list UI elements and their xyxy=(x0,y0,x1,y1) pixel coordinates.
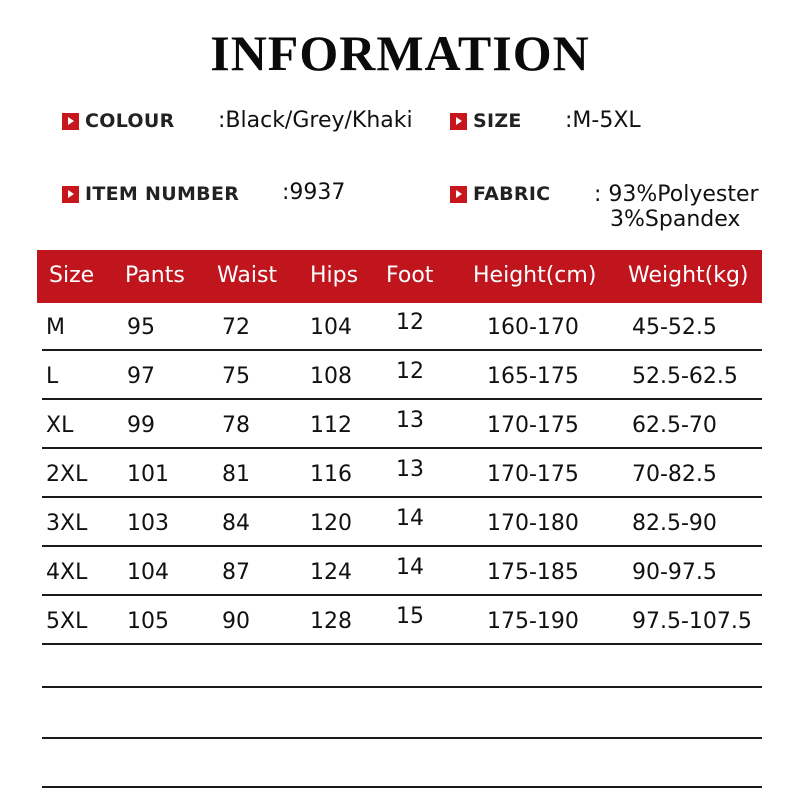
info-item-number xyxy=(62,183,239,205)
cell-waist: 81 xyxy=(222,462,250,487)
play-marker-icon xyxy=(450,113,467,130)
cell-weight: 52.5-62.5 xyxy=(632,364,738,389)
play-marker-icon xyxy=(62,186,79,203)
cell-waist: 78 xyxy=(222,413,250,438)
cell-height: 170-180 xyxy=(487,511,579,536)
cell-weight: 62.5-70 xyxy=(632,413,717,438)
fabric-value-line1: : 93%Polyester xyxy=(594,182,759,207)
size-value: :M-5XL xyxy=(565,108,641,133)
table-rule xyxy=(42,398,762,400)
cell-pants: 101 xyxy=(127,462,169,487)
cell-height: 170-175 xyxy=(487,462,579,487)
fabric-value-line2: 3%Spandex xyxy=(610,207,741,232)
cell-foot: 14 xyxy=(396,506,424,531)
cell-pants: 99 xyxy=(127,413,155,438)
cell-hips: 108 xyxy=(310,364,352,389)
cell-pants: 97 xyxy=(127,364,155,389)
table-rule xyxy=(42,686,762,688)
cell-foot: 15 xyxy=(396,604,424,629)
cell-size: 4XL xyxy=(46,560,88,585)
table-rule xyxy=(42,496,762,498)
page-title: INFORMATION xyxy=(210,25,590,81)
fabric-label: FABRIC xyxy=(473,183,551,205)
table-rule xyxy=(42,786,762,788)
info-colour xyxy=(62,110,175,132)
cell-size: 5XL xyxy=(46,609,88,634)
play-marker-icon xyxy=(450,186,467,203)
cell-size: 3XL xyxy=(46,511,88,536)
play-marker-icon xyxy=(62,113,79,130)
info-fabric xyxy=(450,183,550,205)
cell-weight: 97.5-107.5 xyxy=(632,609,752,634)
cell-pants: 105 xyxy=(127,609,169,634)
cell-foot: 12 xyxy=(396,310,424,335)
cell-waist: 75 xyxy=(222,364,250,389)
table-rule xyxy=(42,737,762,739)
header-weight: Weight(kg) xyxy=(628,263,749,288)
size-label: SIZE xyxy=(473,110,522,132)
cell-hips: 124 xyxy=(310,560,352,585)
cell-weight: 82.5-90 xyxy=(632,511,717,536)
cell-pants: 104 xyxy=(127,560,169,585)
cell-foot: 13 xyxy=(396,457,424,482)
cell-foot: 12 xyxy=(396,359,424,384)
table-rule xyxy=(42,594,762,596)
cell-size: 2XL xyxy=(46,462,88,487)
cell-foot: 13 xyxy=(396,408,424,433)
cell-height: 175-185 xyxy=(487,560,579,585)
cell-pants: 103 xyxy=(127,511,169,536)
item-number-value: :9937 xyxy=(282,180,346,205)
item-number-label: ITEM NUMBER xyxy=(85,183,240,205)
cell-height: 170-175 xyxy=(487,413,579,438)
cell-hips: 128 xyxy=(310,609,352,634)
cell-hips: 104 xyxy=(310,315,352,340)
cell-waist: 72 xyxy=(222,315,250,340)
cell-foot: 14 xyxy=(396,555,424,580)
cell-weight: 90-97.5 xyxy=(632,560,717,585)
colour-value: :Black/Grey/Khaki xyxy=(218,108,413,133)
cell-waist: 84 xyxy=(222,511,250,536)
cell-waist: 87 xyxy=(222,560,250,585)
cell-hips: 116 xyxy=(310,462,352,487)
table-rule xyxy=(42,447,762,449)
header-height: Height(cm) xyxy=(473,263,597,288)
table-rule xyxy=(42,545,762,547)
cell-hips: 112 xyxy=(310,413,352,438)
info-size xyxy=(450,110,522,132)
fabric-value xyxy=(594,182,759,232)
cell-waist: 90 xyxy=(222,609,250,634)
cell-height: 160-170 xyxy=(487,315,579,340)
header-foot: Foot xyxy=(386,263,434,288)
cell-pants: 95 xyxy=(127,315,155,340)
header-size: Size xyxy=(49,263,95,288)
header-hips: Hips xyxy=(310,263,359,288)
colour-label: COLOUR xyxy=(85,110,175,132)
table-rule xyxy=(42,349,762,351)
header-pants: Pants xyxy=(125,263,185,288)
cell-hips: 120 xyxy=(310,511,352,536)
table-rule xyxy=(42,643,762,645)
cell-weight: 70-82.5 xyxy=(632,462,717,487)
header-waist: Waist xyxy=(217,263,278,288)
cell-height: 165-175 xyxy=(487,364,579,389)
cell-size: XL xyxy=(46,413,74,438)
cell-weight: 45-52.5 xyxy=(632,315,717,340)
cell-size: M xyxy=(46,315,65,340)
cell-height: 175-190 xyxy=(487,609,579,634)
size-table-header xyxy=(37,250,762,303)
cell-size: L xyxy=(46,364,59,389)
